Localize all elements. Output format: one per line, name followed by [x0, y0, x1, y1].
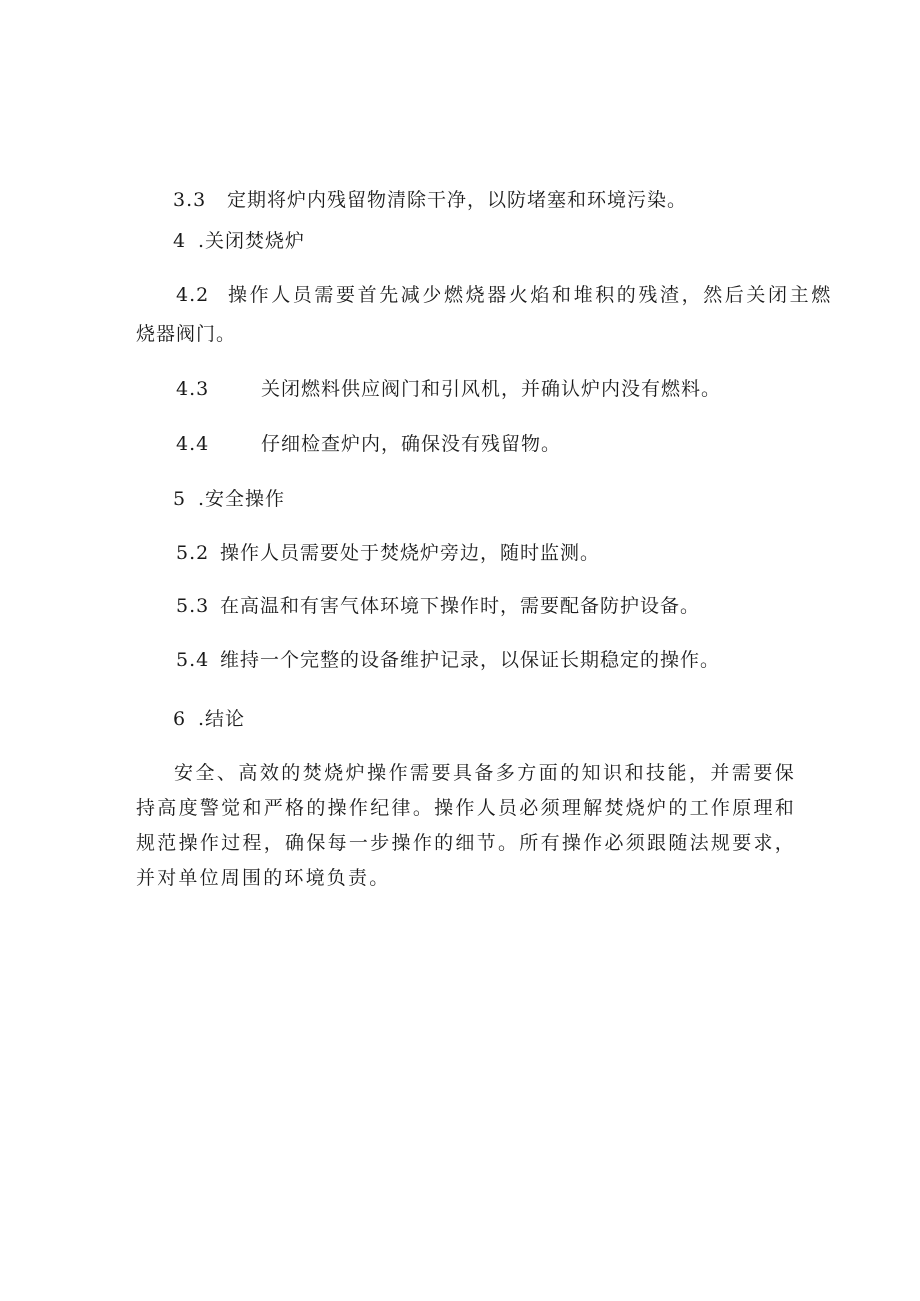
item-number: 5.4	[176, 649, 210, 671]
item-3-3	[173, 191, 687, 210]
item-number: 4.4	[176, 433, 210, 455]
item-text: .安全操作	[198, 488, 286, 510]
item-number: 4	[173, 230, 187, 252]
item-number: 4.2	[176, 284, 210, 306]
item-text: .结论	[198, 708, 246, 730]
heading-4	[173, 232, 305, 251]
item-5-4	[176, 651, 720, 670]
item-number: 5	[173, 488, 187, 510]
item-4-2	[176, 286, 833, 305]
item-number: 5.2	[176, 542, 210, 564]
item-4-4	[176, 435, 561, 454]
item-5-3	[176, 597, 700, 616]
item-text: 定期将炉内残留物清除干净，以防堵塞和环境污染。	[227, 189, 688, 211]
item-number: 3.3	[173, 189, 207, 211]
item-text: 关闭燃料供应阀门和引风机，并确认炉内没有燃料。	[261, 378, 722, 400]
item-text: 在高温和有害气体环境下操作时，需要配备防护设备。	[220, 595, 701, 617]
item-text: 维持一个完整的设备维护记录，以保证长期稳定的操作。	[220, 649, 721, 671]
item-text: 操作人员需要处于焚烧炉旁边，随时监测。	[220, 542, 601, 564]
item-text: 仔细检查炉内，确保没有残留物。	[261, 433, 562, 455]
item-4-2-continued	[136, 325, 236, 344]
item-number: 6	[173, 708, 187, 730]
item-text: 烧器阀门。	[136, 323, 237, 345]
conclusion-paragraph: 安全、高效的焚烧炉操作需要具备多方面的知识和技能，并需要保持高度警觉和严格的操作纪律。操作人员必须理解焚烧炉的工作原理和规范操作过程，确保每一步操作的细节。所有操作必须跟随法规要求，并对单位周围的环境负责。	[136, 762, 796, 889]
item-number: 4.3	[176, 378, 210, 400]
item-5-2	[176, 544, 600, 563]
heading-6	[173, 710, 245, 729]
item-4-3	[176, 380, 721, 399]
item-number: 5.3	[176, 595, 210, 617]
item-text: .关闭焚烧炉	[198, 230, 306, 252]
heading-5	[173, 490, 285, 509]
item-text: 操作人员需要首先减少燃烧器火焰和堆积的残渣，然后关闭主燃	[228, 284, 833, 306]
